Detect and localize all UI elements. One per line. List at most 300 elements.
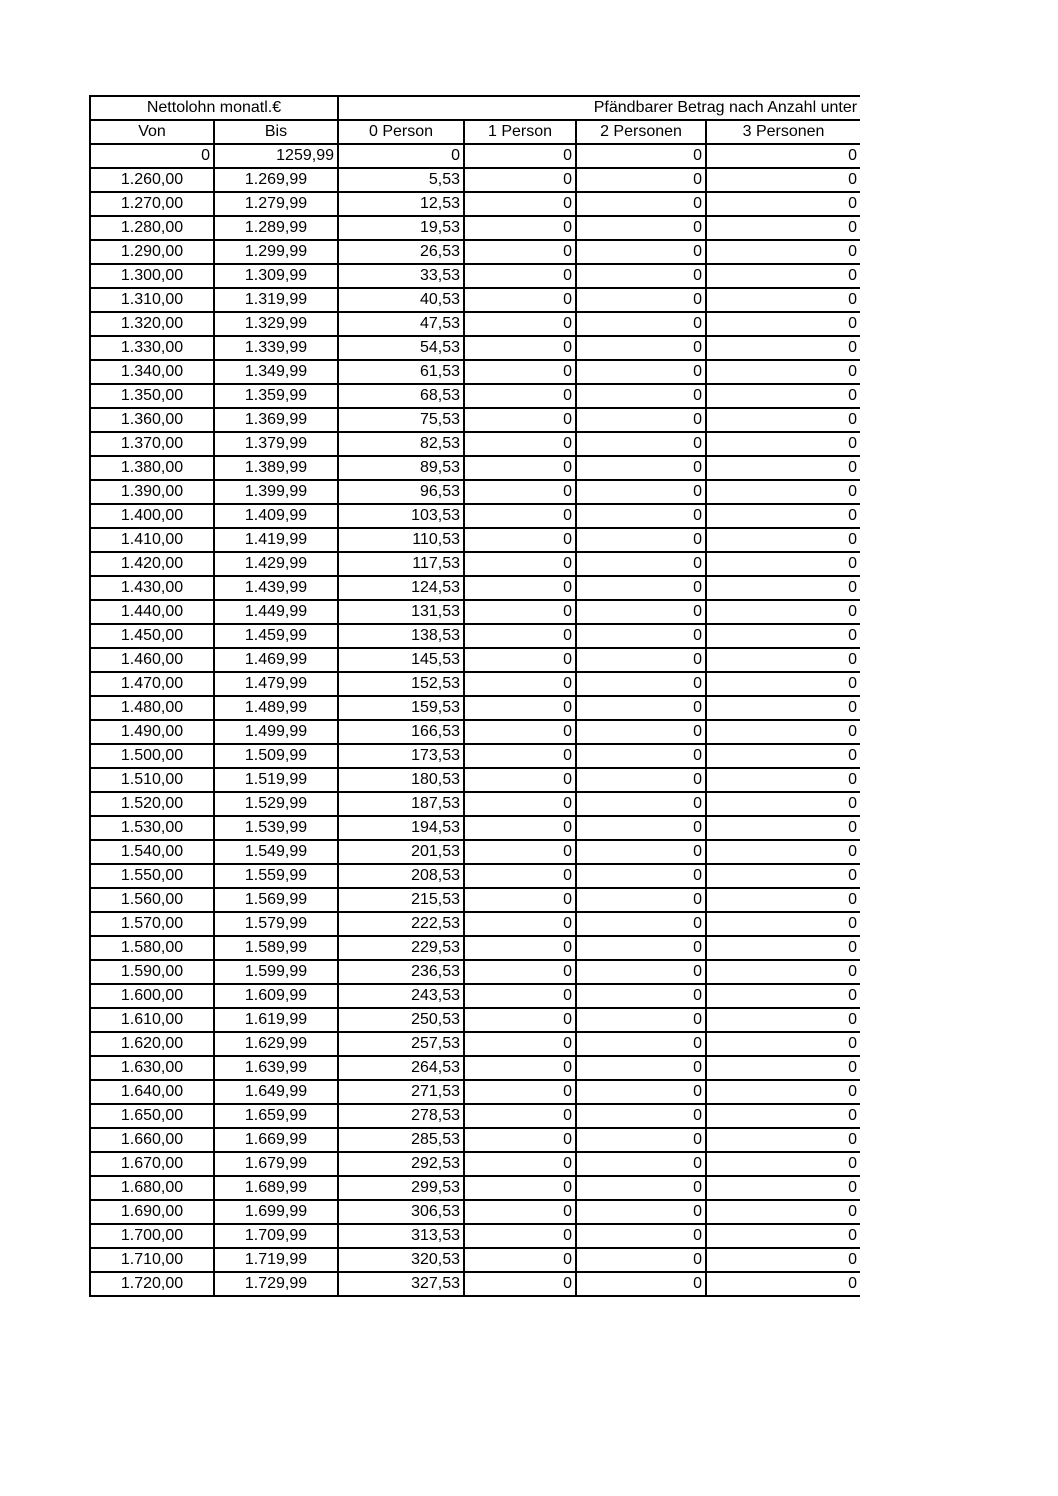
cell-2-personen: 0 xyxy=(576,360,706,384)
cell-1-person: 0 xyxy=(464,912,576,936)
cell-bis: 1.519,99 xyxy=(214,768,338,792)
cell-von: 1.490,00 xyxy=(90,720,214,744)
cell-1-person: 0 xyxy=(464,960,576,984)
column-header-0-person: 0 Person xyxy=(338,120,464,144)
cell-bis: 1.339,99 xyxy=(214,336,338,360)
cell-3-personen: 0 xyxy=(706,888,860,912)
cell-0-person: 166,53 xyxy=(338,720,464,744)
cell-2-personen: 0 xyxy=(576,432,706,456)
cell-2-personen: 0 xyxy=(576,336,706,360)
cell-von: 1.600,00 xyxy=(90,984,214,1008)
cell-von: 1.370,00 xyxy=(90,432,214,456)
table-row xyxy=(90,816,860,840)
cell-von: 1.440,00 xyxy=(90,600,214,624)
cell-3-personen: 0 xyxy=(706,1200,860,1224)
cell-bis: 1.559,99 xyxy=(214,864,338,888)
cell-3-personen: 0 xyxy=(706,216,860,240)
cell-von: 1.660,00 xyxy=(90,1128,214,1152)
cell-2-personen: 0 xyxy=(576,840,706,864)
cell-bis: 1.539,99 xyxy=(214,816,338,840)
cell-3-personen: 0 xyxy=(706,1032,860,1056)
table-row xyxy=(90,576,860,600)
cell-von: 1.500,00 xyxy=(90,744,214,768)
cell-von: 1.350,00 xyxy=(90,384,214,408)
cell-bis: 1.659,99 xyxy=(214,1104,338,1128)
cell-3-personen: 0 xyxy=(706,1080,860,1104)
table-row xyxy=(90,768,860,792)
cell-2-personen: 0 xyxy=(576,720,706,744)
cell-3-personen: 0 xyxy=(706,480,860,504)
cell-bis: 1.469,99 xyxy=(214,648,338,672)
cell-von: 1.360,00 xyxy=(90,408,214,432)
cell-0-person: 12,53 xyxy=(338,192,464,216)
cell-2-personen: 0 xyxy=(576,312,706,336)
cell-3-personen: 0 xyxy=(706,240,860,264)
table-row xyxy=(90,1152,860,1176)
table-row xyxy=(90,744,860,768)
table-row xyxy=(90,696,860,720)
cell-2-personen: 0 xyxy=(576,1200,706,1224)
cell-von: 1.280,00 xyxy=(90,216,214,240)
cell-3-personen: 0 xyxy=(706,1272,860,1296)
cell-1-person: 0 xyxy=(464,1032,576,1056)
cell-1-person: 0 xyxy=(464,408,576,432)
cell-1-person: 0 xyxy=(464,720,576,744)
cell-2-personen: 0 xyxy=(576,744,706,768)
cell-2-personen: 0 xyxy=(576,384,706,408)
cell-2-personen: 0 xyxy=(576,624,706,648)
cell-1-person: 0 xyxy=(464,792,576,816)
cell-1-person: 0 xyxy=(464,888,576,912)
cell-2-personen: 0 xyxy=(576,1152,706,1176)
pfaendung-table xyxy=(89,95,860,1297)
cell-3-personen: 0 xyxy=(706,1248,860,1272)
cell-bis: 1.509,99 xyxy=(214,744,338,768)
cell-von: 1.480,00 xyxy=(90,696,214,720)
cell-2-personen: 0 xyxy=(576,792,706,816)
cell-bis: 1.289,99 xyxy=(214,216,338,240)
cell-von: 1.650,00 xyxy=(90,1104,214,1128)
table-row xyxy=(90,912,860,936)
cell-bis: 1.689,99 xyxy=(214,1176,338,1200)
cell-0-person: 187,53 xyxy=(338,792,464,816)
cell-2-personen: 0 xyxy=(576,1032,706,1056)
cell-2-personen: 0 xyxy=(576,648,706,672)
cell-1-person: 0 xyxy=(464,768,576,792)
table-row xyxy=(90,432,860,456)
cell-0-person: 61,53 xyxy=(338,360,464,384)
cell-1-person: 0 xyxy=(464,144,576,168)
table-row xyxy=(90,168,860,192)
cell-von: 1.410,00 xyxy=(90,528,214,552)
cell-0-person: 124,53 xyxy=(338,576,464,600)
cell-3-personen: 0 xyxy=(706,720,860,744)
cell-bis: 1.429,99 xyxy=(214,552,338,576)
table-row xyxy=(90,1272,860,1296)
cell-bis: 1.599,99 xyxy=(214,960,338,984)
cell-2-personen: 0 xyxy=(576,1128,706,1152)
cell-1-person: 0 xyxy=(464,528,576,552)
cell-0-person: 299,53 xyxy=(338,1176,464,1200)
cell-bis: 1.679,99 xyxy=(214,1152,338,1176)
cell-0-person: 243,53 xyxy=(338,984,464,1008)
cell-von: 1.590,00 xyxy=(90,960,214,984)
cell-von: 1.430,00 xyxy=(90,576,214,600)
cell-0-person: 201,53 xyxy=(338,840,464,864)
cell-1-person: 0 xyxy=(464,864,576,888)
cell-von: 1.520,00 xyxy=(90,792,214,816)
cell-0-person: 96,53 xyxy=(338,480,464,504)
cell-1-person: 0 xyxy=(464,432,576,456)
table-row xyxy=(90,1008,860,1032)
cell-2-personen: 0 xyxy=(576,168,706,192)
cell-1-person: 0 xyxy=(464,648,576,672)
cell-1-person: 0 xyxy=(464,168,576,192)
cell-1-person: 0 xyxy=(464,552,576,576)
cell-2-personen: 0 xyxy=(576,984,706,1008)
column-header-1-person: 1 Person xyxy=(464,120,576,144)
cell-von: 1.710,00 xyxy=(90,1248,214,1272)
cell-von: 1.400,00 xyxy=(90,504,214,528)
cell-0-person: 33,53 xyxy=(338,264,464,288)
cell-1-person: 0 xyxy=(464,816,576,840)
table-row xyxy=(90,888,860,912)
cell-3-personen: 0 xyxy=(706,1056,860,1080)
cell-3-personen: 0 xyxy=(706,816,860,840)
cell-1-person: 0 xyxy=(464,672,576,696)
cell-2-personen: 0 xyxy=(576,456,706,480)
cell-1-person: 0 xyxy=(464,312,576,336)
cell-0-person: 75,53 xyxy=(338,408,464,432)
cell-0-person: 313,53 xyxy=(338,1224,464,1248)
cell-2-personen: 0 xyxy=(576,960,706,984)
table-row xyxy=(90,264,860,288)
cell-von: 1.450,00 xyxy=(90,624,214,648)
cell-0-person: 194,53 xyxy=(338,816,464,840)
cell-1-person: 0 xyxy=(464,1128,576,1152)
cell-3-personen: 0 xyxy=(706,1008,860,1032)
table-row xyxy=(90,984,860,1008)
cell-0-person: 131,53 xyxy=(338,600,464,624)
cell-3-personen: 0 xyxy=(706,264,860,288)
cell-0-person: 236,53 xyxy=(338,960,464,984)
cell-1-person: 0 xyxy=(464,384,576,408)
cell-2-personen: 0 xyxy=(576,1176,706,1200)
cell-3-personen: 0 xyxy=(706,288,860,312)
cell-von: 1.640,00 xyxy=(90,1080,214,1104)
cell-3-personen: 0 xyxy=(706,672,860,696)
cell-von: 1.340,00 xyxy=(90,360,214,384)
cell-2-personen: 0 xyxy=(576,768,706,792)
cell-bis: 1.479,99 xyxy=(214,672,338,696)
table-row xyxy=(90,408,860,432)
cell-bis: 1.299,99 xyxy=(214,240,338,264)
cell-bis: 1.329,99 xyxy=(214,312,338,336)
cell-0-person: 138,53 xyxy=(338,624,464,648)
cell-2-personen: 0 xyxy=(576,1224,706,1248)
cell-bis: 1.319,99 xyxy=(214,288,338,312)
cell-2-personen: 0 xyxy=(576,240,706,264)
cell-0-person: 285,53 xyxy=(338,1128,464,1152)
cell-von: 0 xyxy=(90,144,214,168)
cell-0-person: 180,53 xyxy=(338,768,464,792)
table-row xyxy=(90,600,860,624)
cell-1-person: 0 xyxy=(464,1224,576,1248)
table-row xyxy=(90,864,860,888)
cell-0-person: 152,53 xyxy=(338,672,464,696)
cell-0-person: 306,53 xyxy=(338,1200,464,1224)
cell-von: 1.540,00 xyxy=(90,840,214,864)
cell-von: 1.570,00 xyxy=(90,912,214,936)
cell-2-personen: 0 xyxy=(576,504,706,528)
cell-2-personen: 0 xyxy=(576,1248,706,1272)
cell-3-personen: 0 xyxy=(706,192,860,216)
cell-0-person: 89,53 xyxy=(338,456,464,480)
cell-2-personen: 0 xyxy=(576,1008,706,1032)
table-row xyxy=(90,312,860,336)
cell-von: 1.460,00 xyxy=(90,648,214,672)
cell-von: 1.420,00 xyxy=(90,552,214,576)
cell-bis: 1.639,99 xyxy=(214,1056,338,1080)
table-row xyxy=(90,1104,860,1128)
cell-bis: 1.399,99 xyxy=(214,480,338,504)
cell-von: 1.310,00 xyxy=(90,288,214,312)
table-row xyxy=(90,936,860,960)
table-row xyxy=(90,240,860,264)
cell-bis: 1.549,99 xyxy=(214,840,338,864)
cell-0-person: 47,53 xyxy=(338,312,464,336)
cell-von: 1.300,00 xyxy=(90,264,214,288)
cell-1-person: 0 xyxy=(464,360,576,384)
cell-0-person: 264,53 xyxy=(338,1056,464,1080)
table-row xyxy=(90,1032,860,1056)
table-row xyxy=(90,456,860,480)
pfaendung-table-sheet xyxy=(89,95,859,1297)
cell-2-personen: 0 xyxy=(576,696,706,720)
table-row xyxy=(90,528,860,552)
cell-1-person: 0 xyxy=(464,480,576,504)
cell-bis: 1.389,99 xyxy=(214,456,338,480)
cell-0-person: 222,53 xyxy=(338,912,464,936)
cell-1-person: 0 xyxy=(464,576,576,600)
cell-0-person: 68,53 xyxy=(338,384,464,408)
cell-3-personen: 0 xyxy=(706,1176,860,1200)
cell-2-personen: 0 xyxy=(576,552,706,576)
table-row xyxy=(90,216,860,240)
cell-2-personen: 0 xyxy=(576,576,706,600)
cell-von: 1.550,00 xyxy=(90,864,214,888)
cell-3-personen: 0 xyxy=(706,744,860,768)
cell-0-person: 327,53 xyxy=(338,1272,464,1296)
table-row xyxy=(90,504,860,528)
cell-3-personen: 0 xyxy=(706,600,860,624)
cell-2-personen: 0 xyxy=(576,1104,706,1128)
table-row xyxy=(90,960,860,984)
cell-0-person: 208,53 xyxy=(338,864,464,888)
cell-von: 1.620,00 xyxy=(90,1032,214,1056)
column-header-von: Von xyxy=(90,120,214,144)
table-row xyxy=(90,1128,860,1152)
cell-3-personen: 0 xyxy=(706,528,860,552)
cell-von: 1.470,00 xyxy=(90,672,214,696)
cell-1-person: 0 xyxy=(464,264,576,288)
cell-0-person: 26,53 xyxy=(338,240,464,264)
cell-3-personen: 0 xyxy=(706,168,860,192)
cell-3-personen: 0 xyxy=(706,768,860,792)
cell-bis: 1.529,99 xyxy=(214,792,338,816)
table-row xyxy=(90,480,860,504)
cell-1-person: 0 xyxy=(464,288,576,312)
cell-1-person: 0 xyxy=(464,624,576,648)
column-header-3-personen: 3 Personen xyxy=(706,120,860,144)
cell-von: 1.720,00 xyxy=(90,1272,214,1296)
table-row-first xyxy=(90,144,860,168)
cell-2-personen: 0 xyxy=(576,408,706,432)
cell-0-person: 103,53 xyxy=(338,504,464,528)
cell-bis: 1.309,99 xyxy=(214,264,338,288)
cell-3-personen: 0 xyxy=(706,576,860,600)
header-pfaendbarer-betrag: Pfändbarer Betrag nach Anzahl unter xyxy=(338,96,860,120)
cell-bis: 1.359,99 xyxy=(214,384,338,408)
cell-1-person: 0 xyxy=(464,216,576,240)
table-row xyxy=(90,840,860,864)
cell-bis: 1.699,99 xyxy=(214,1200,338,1224)
cell-2-personen: 0 xyxy=(576,672,706,696)
cell-1-person: 0 xyxy=(464,456,576,480)
cell-3-personen: 0 xyxy=(706,936,860,960)
cell-von: 1.610,00 xyxy=(90,1008,214,1032)
table-row xyxy=(90,624,860,648)
cell-1-person: 0 xyxy=(464,1272,576,1296)
group-header-row xyxy=(90,96,860,120)
cell-von: 1.330,00 xyxy=(90,336,214,360)
table-row xyxy=(90,720,860,744)
cell-2-personen: 0 xyxy=(576,864,706,888)
column-header-row xyxy=(90,120,860,144)
cell-bis: 1.279,99 xyxy=(214,192,338,216)
cell-von: 1.670,00 xyxy=(90,1152,214,1176)
cell-1-person: 0 xyxy=(464,1104,576,1128)
cell-2-personen: 0 xyxy=(576,480,706,504)
table-row xyxy=(90,552,860,576)
cell-1-person: 0 xyxy=(464,696,576,720)
cell-1-person: 0 xyxy=(464,1008,576,1032)
header-nettolohn: Nettolohn monatl.€ xyxy=(90,96,338,120)
cell-von: 1.290,00 xyxy=(90,240,214,264)
cell-bis: 1259,99 xyxy=(214,144,338,168)
cell-bis: 1.669,99 xyxy=(214,1128,338,1152)
table-row xyxy=(90,648,860,672)
cell-3-personen: 0 xyxy=(706,1152,860,1176)
cell-2-personen: 0 xyxy=(576,264,706,288)
cell-2-personen: 0 xyxy=(576,288,706,312)
cell-von: 1.630,00 xyxy=(90,1056,214,1080)
cell-0-person: 250,53 xyxy=(338,1008,464,1032)
table-row xyxy=(90,1200,860,1224)
cell-3-personen: 0 xyxy=(706,432,860,456)
cell-3-personen: 0 xyxy=(706,864,860,888)
cell-bis: 1.379,99 xyxy=(214,432,338,456)
cell-bis: 1.569,99 xyxy=(214,888,338,912)
table-row xyxy=(90,1056,860,1080)
cell-bis: 1.499,99 xyxy=(214,720,338,744)
cell-3-personen: 0 xyxy=(706,696,860,720)
cell-3-personen: 0 xyxy=(706,648,860,672)
cell-bis: 1.409,99 xyxy=(214,504,338,528)
table-row xyxy=(90,1248,860,1272)
cell-0-person: 117,53 xyxy=(338,552,464,576)
cell-1-person: 0 xyxy=(464,336,576,360)
cell-3-personen: 0 xyxy=(706,360,860,384)
cell-2-personen: 0 xyxy=(576,192,706,216)
cell-bis: 1.489,99 xyxy=(214,696,338,720)
cell-bis: 1.619,99 xyxy=(214,1008,338,1032)
cell-bis: 1.609,99 xyxy=(214,984,338,1008)
cell-von: 1.560,00 xyxy=(90,888,214,912)
cell-von: 1.380,00 xyxy=(90,456,214,480)
cell-bis: 1.349,99 xyxy=(214,360,338,384)
cell-2-personen: 0 xyxy=(576,1056,706,1080)
cell-3-personen: 0 xyxy=(706,984,860,1008)
cell-bis: 1.369,99 xyxy=(214,408,338,432)
cell-von: 1.700,00 xyxy=(90,1224,214,1248)
cell-3-personen: 0 xyxy=(706,504,860,528)
cell-bis: 1.439,99 xyxy=(214,576,338,600)
column-header-2-personen: 2 Personen xyxy=(576,120,706,144)
cell-3-personen: 0 xyxy=(706,552,860,576)
cell-2-personen: 0 xyxy=(576,144,706,168)
cell-0-person: 320,53 xyxy=(338,1248,464,1272)
table-row xyxy=(90,384,860,408)
cell-2-personen: 0 xyxy=(576,1272,706,1296)
table-row xyxy=(90,1176,860,1200)
table-row xyxy=(90,792,860,816)
cell-3-personen: 0 xyxy=(706,1224,860,1248)
cell-3-personen: 0 xyxy=(706,312,860,336)
cell-von: 1.680,00 xyxy=(90,1176,214,1200)
table-row xyxy=(90,192,860,216)
cell-von: 1.690,00 xyxy=(90,1200,214,1224)
cell-2-personen: 0 xyxy=(576,936,706,960)
table-row xyxy=(90,672,860,696)
cell-0-person: 173,53 xyxy=(338,744,464,768)
cell-3-personen: 0 xyxy=(706,912,860,936)
cell-bis: 1.629,99 xyxy=(214,1032,338,1056)
cell-3-personen: 0 xyxy=(706,1128,860,1152)
cell-3-personen: 0 xyxy=(706,456,860,480)
cell-bis: 1.719,99 xyxy=(214,1248,338,1272)
cell-von: 1.270,00 xyxy=(90,192,214,216)
table-row xyxy=(90,336,860,360)
cell-2-personen: 0 xyxy=(576,1080,706,1104)
cell-3-personen: 0 xyxy=(706,1104,860,1128)
cell-2-personen: 0 xyxy=(576,528,706,552)
cell-1-person: 0 xyxy=(464,1200,576,1224)
cell-2-personen: 0 xyxy=(576,888,706,912)
cell-1-person: 0 xyxy=(464,984,576,1008)
cell-bis: 1.459,99 xyxy=(214,624,338,648)
cell-1-person: 0 xyxy=(464,1080,576,1104)
cell-bis: 1.589,99 xyxy=(214,936,338,960)
table-body xyxy=(90,144,860,1296)
cell-0-person: 5,53 xyxy=(338,168,464,192)
cell-1-person: 0 xyxy=(464,600,576,624)
cell-1-person: 0 xyxy=(464,240,576,264)
cell-0-person: 40,53 xyxy=(338,288,464,312)
cell-1-person: 0 xyxy=(464,1248,576,1272)
cell-3-personen: 0 xyxy=(706,960,860,984)
table-row xyxy=(90,1224,860,1248)
